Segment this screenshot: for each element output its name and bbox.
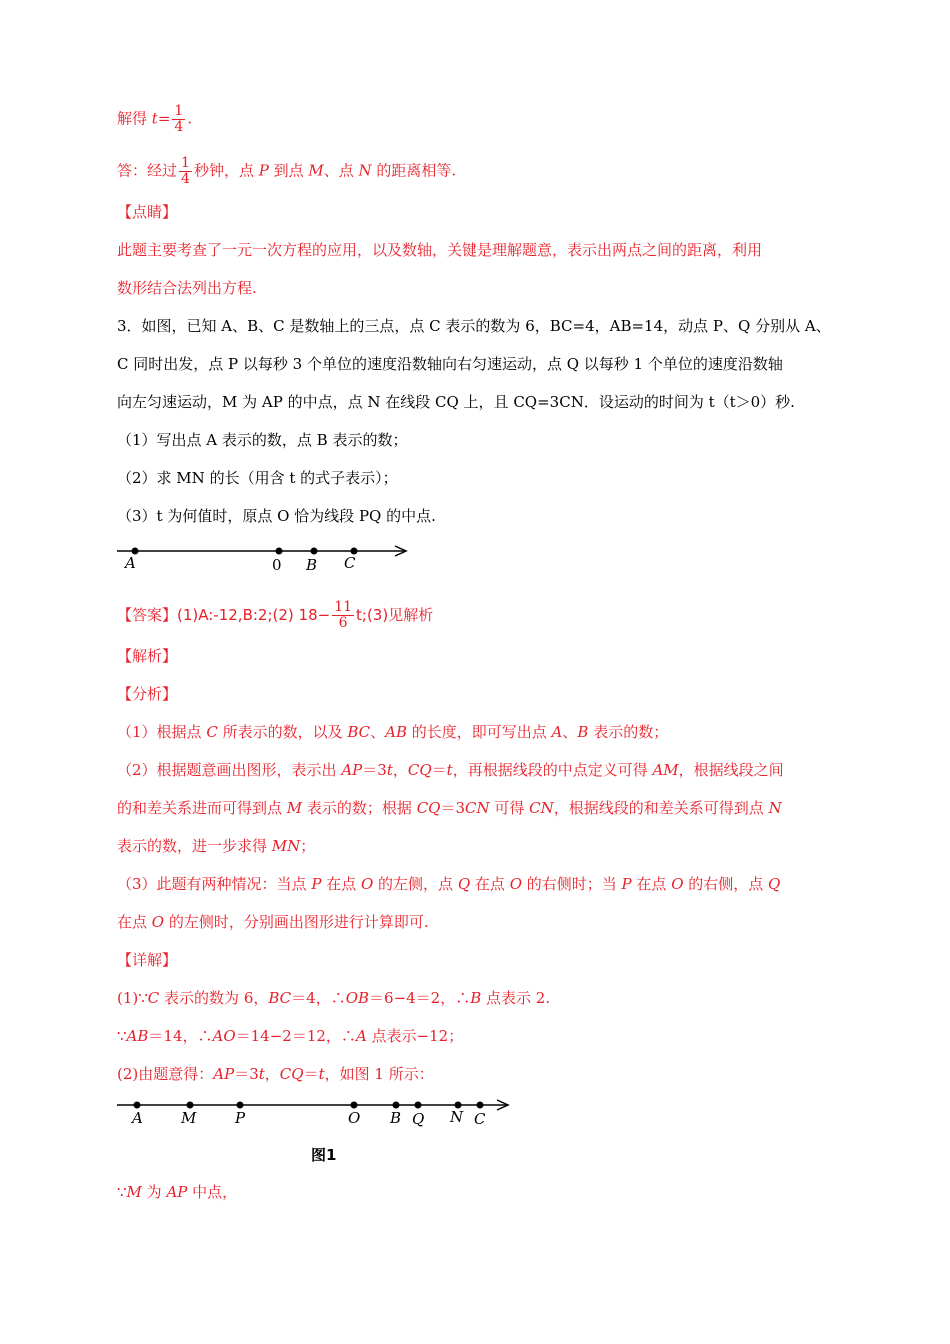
point-b-dot xyxy=(311,548,318,555)
math-variable: O xyxy=(360,875,374,893)
solve-var: t xyxy=(151,109,158,128)
solve-fraction xyxy=(172,104,185,135)
math-variable: C xyxy=(147,989,160,1007)
math-variable: AO xyxy=(212,1027,236,1045)
solve-prefix: 解得 xyxy=(117,109,152,128)
answer-summary-den: 6 xyxy=(338,615,348,631)
problem-line-3: 向左匀速运动，M 为 AP 的中点，点 N 在线段 CQ 上，且 CQ=3CN．设运动的时间为 t（t＞0）秒. xyxy=(117,393,795,411)
fig1-label-o: O xyxy=(348,1109,361,1127)
math-variable: B xyxy=(470,989,482,1007)
text-segment: (2)由题意得： xyxy=(117,1065,214,1083)
text-segment: （3）此题有两种情况：当点 xyxy=(117,875,312,893)
text-segment: ＝4，∴ xyxy=(291,989,346,1007)
math-variable: Q xyxy=(457,875,471,893)
point-o-dot xyxy=(276,548,283,555)
fig1-dot-a xyxy=(134,1102,141,1109)
math-variable: CQ xyxy=(416,799,441,817)
math-variable: P xyxy=(621,875,632,893)
text-segment: 、 xyxy=(370,723,386,741)
math-variable: AP xyxy=(341,761,363,779)
math-variable: AB xyxy=(385,723,407,741)
text-segment: (1)∵ xyxy=(117,989,148,1007)
answer-fraction xyxy=(179,156,192,187)
number-line-figure xyxy=(114,540,414,576)
math-variable: t xyxy=(386,761,393,779)
text-segment: ∵ xyxy=(117,1183,127,1201)
text-segment: （2）根据题意画出图形，表示出 xyxy=(117,761,342,779)
detail-line-1 xyxy=(117,988,550,1008)
question-1: （1）写出点 A 表示的数，点 B 表示的数； xyxy=(117,431,408,449)
fenxi-heading: 【分析】 xyxy=(117,685,178,703)
text-segment: ，根据线段的和差关系可得到点 xyxy=(553,799,769,817)
math-variable: t xyxy=(318,1065,325,1083)
answer-summary xyxy=(117,600,433,631)
solve-end: . xyxy=(187,109,193,128)
fenxi-line-6 xyxy=(117,912,429,932)
text-segment: 的右侧时；当 xyxy=(522,875,622,893)
text-segment: 点表示 2. xyxy=(481,989,551,1007)
label-b: B xyxy=(306,556,318,574)
text-segment: ∵ xyxy=(117,1027,127,1045)
answer-text-3: 、点 xyxy=(323,161,359,180)
fig1-label-n: N xyxy=(450,1108,464,1126)
problem-line-1: 3．如图，已知 A、B、C 是数轴上的三点，点 C 表示的数为 6，BC=4，AB=14，动点 P、Q 分别从 A、 xyxy=(117,317,831,335)
answer-summary-suffix: t;(3)见解析 xyxy=(356,606,434,624)
fig1-dot-q xyxy=(415,1102,422,1109)
answer-var-n: N xyxy=(358,161,372,180)
text-segment: ＝14，∴ xyxy=(148,1027,213,1045)
fig1-dot-c xyxy=(477,1102,484,1109)
math-variable: OB xyxy=(345,989,370,1007)
text-segment: （1）根据点 xyxy=(117,723,207,741)
text-segment: 点表示−12； xyxy=(366,1027,464,1045)
fenxi-line-3 xyxy=(117,798,782,818)
text-segment: ＝3 xyxy=(440,799,466,817)
math-variable: M xyxy=(126,1183,142,1201)
text-segment: 的长度，即可写出点 xyxy=(407,723,552,741)
text-segment: ＝6−4＝2，∴ xyxy=(369,989,471,1007)
label-c: C xyxy=(344,554,356,572)
text-segment: ，再根据线段的中点定义可得 xyxy=(452,761,653,779)
question-2: （2）求 MN 的长（用含 t 的式子表示）； xyxy=(117,469,398,487)
math-variable: AM xyxy=(652,761,679,779)
math-variable: AB xyxy=(126,1027,149,1045)
label-o: 0 xyxy=(272,556,282,574)
answer-den: 4 xyxy=(181,171,190,187)
math-variable: O xyxy=(151,913,165,931)
fig1-label-c: C xyxy=(474,1110,486,1128)
solve-num: 1 xyxy=(174,103,184,119)
dianjing-heading: 【点睛】 xyxy=(117,203,178,221)
fig1-dot-m xyxy=(187,1102,194,1109)
text-segment: 的左侧，点 xyxy=(373,875,458,893)
label-a: A xyxy=(125,554,136,572)
text-segment: ； xyxy=(300,837,316,855)
math-variable: CQ xyxy=(279,1065,304,1083)
math-variable: BC xyxy=(268,989,292,1007)
answer-summary-prefix: 【答案】(1)A:-12,B:2;(2) 18− xyxy=(117,606,331,624)
math-variable: t xyxy=(258,1065,265,1083)
math-variable: A xyxy=(355,1027,367,1045)
figure-1-caption: 图1 xyxy=(311,1146,337,1164)
math-variable: A xyxy=(551,723,563,741)
text-segment: 中点， xyxy=(187,1183,238,1201)
dianjing-line-1: 此题主要考查了一元一次方程的应用，以及数轴，关键是理解题意，表示出两点之间的距离，利用 xyxy=(117,241,763,259)
math-variable: MN xyxy=(271,837,301,855)
text-segment: 的和差关系进而可得到点 xyxy=(117,799,287,817)
text-segment: ＝ xyxy=(431,761,447,779)
question-3: （3）t 为何值时，原点 O 恰为线段 PQ 的中点. xyxy=(117,507,436,525)
text-segment: 表示的数为 6， xyxy=(159,989,269,1007)
text-segment: ＝ xyxy=(303,1065,319,1083)
answer-text-1: 秒钟，点 xyxy=(193,161,259,180)
fenxi-line-5 xyxy=(117,874,780,894)
answer-var-m: M xyxy=(308,161,324,180)
fig1-dot-p xyxy=(237,1102,244,1109)
detail-line-4 xyxy=(117,1182,237,1202)
math-variable: CN xyxy=(529,799,554,817)
math-variable: P xyxy=(311,875,322,893)
answer-num: 1 xyxy=(181,155,190,171)
answer-var-p: P xyxy=(258,161,269,180)
math-variable: M xyxy=(286,799,303,817)
answer-text-4: 的距离相等. xyxy=(371,161,457,180)
math-variable: Q xyxy=(768,875,781,893)
text-segment: 表示的数； xyxy=(588,723,669,741)
fenxi-line-2 xyxy=(117,760,784,780)
math-variable: AP xyxy=(213,1065,235,1083)
text-segment: 在点 xyxy=(631,875,672,893)
detail-line-2 xyxy=(117,1026,463,1046)
jiexi-heading: 【解析】 xyxy=(117,647,178,665)
figure-1-number-line xyxy=(114,1094,514,1130)
math-variable: t xyxy=(446,761,453,779)
math-variable: CQ xyxy=(407,761,432,779)
text-segment: ，如图 1 所示： xyxy=(324,1065,434,1083)
text-segment: ， xyxy=(392,761,408,779)
text-segment: 、 xyxy=(562,723,578,741)
dianjing-line-2: 数形结合法列出方程. xyxy=(117,279,257,297)
solve-den: 4 xyxy=(174,119,184,135)
answer-prefix: 答：经过 xyxy=(117,161,178,180)
xiangjie-heading: 【详解】 xyxy=(117,951,178,969)
math-variable: B xyxy=(577,723,589,741)
math-variable: BC xyxy=(347,723,371,741)
text-segment: 在点 xyxy=(470,875,510,893)
text-segment: ＝3 xyxy=(234,1065,259,1083)
text-segment: 的左侧时，分别画出图形进行计算即可. xyxy=(164,913,429,931)
text-segment: 表示的数；根据 xyxy=(302,799,417,817)
answer-summary-fraction xyxy=(332,600,354,631)
math-variable: O xyxy=(509,875,522,893)
math-variable: AP xyxy=(166,1183,188,1201)
text-segment: 的右侧，点 xyxy=(683,875,769,893)
text-segment: ＝14−2＝12，∴ xyxy=(235,1027,356,1045)
math-variable: N xyxy=(768,799,782,817)
fig1-label-p: P xyxy=(235,1109,246,1127)
text-segment: ， xyxy=(264,1065,280,1083)
fig1-dot-o xyxy=(351,1102,358,1109)
text-segment: 在点 xyxy=(117,913,152,931)
fenxi-line-4 xyxy=(117,836,315,856)
text-segment: 所表示的数，以及 xyxy=(217,723,348,741)
answer-summary-num: 11 xyxy=(334,599,353,615)
math-variable: CN xyxy=(465,799,490,817)
text-segment: 表示的数，进一步求得 xyxy=(117,837,272,855)
fig1-label-a: A xyxy=(132,1109,143,1127)
text-segment: 可得 xyxy=(489,799,530,817)
answer-line xyxy=(117,156,456,187)
text-segment: ，根据线段之间 xyxy=(678,761,784,779)
fig1-label-q: Q xyxy=(412,1110,425,1128)
text-segment: 在点 xyxy=(321,875,361,893)
math-variable: C xyxy=(206,723,218,741)
fenxi-line-1 xyxy=(117,722,668,742)
math-variable: O xyxy=(671,875,684,893)
fig1-dot-b xyxy=(393,1102,400,1109)
detail-line-3 xyxy=(117,1064,434,1084)
solve-line xyxy=(117,104,192,135)
text-segment: 为 xyxy=(141,1183,167,1201)
text-segment: ＝3 xyxy=(362,761,387,779)
solve-eq: = xyxy=(157,109,171,128)
problem-line-2: C 同时出发，点 P 以每秒 3 个单位的速度沿数轴向右匀速运动，点 Q 以每秒 1 个单位的速度沿数轴 xyxy=(117,355,783,373)
answer-text-2: 到点 xyxy=(268,161,309,180)
fig1-label-m: M xyxy=(181,1109,197,1127)
fig1-label-b: B xyxy=(390,1109,402,1127)
